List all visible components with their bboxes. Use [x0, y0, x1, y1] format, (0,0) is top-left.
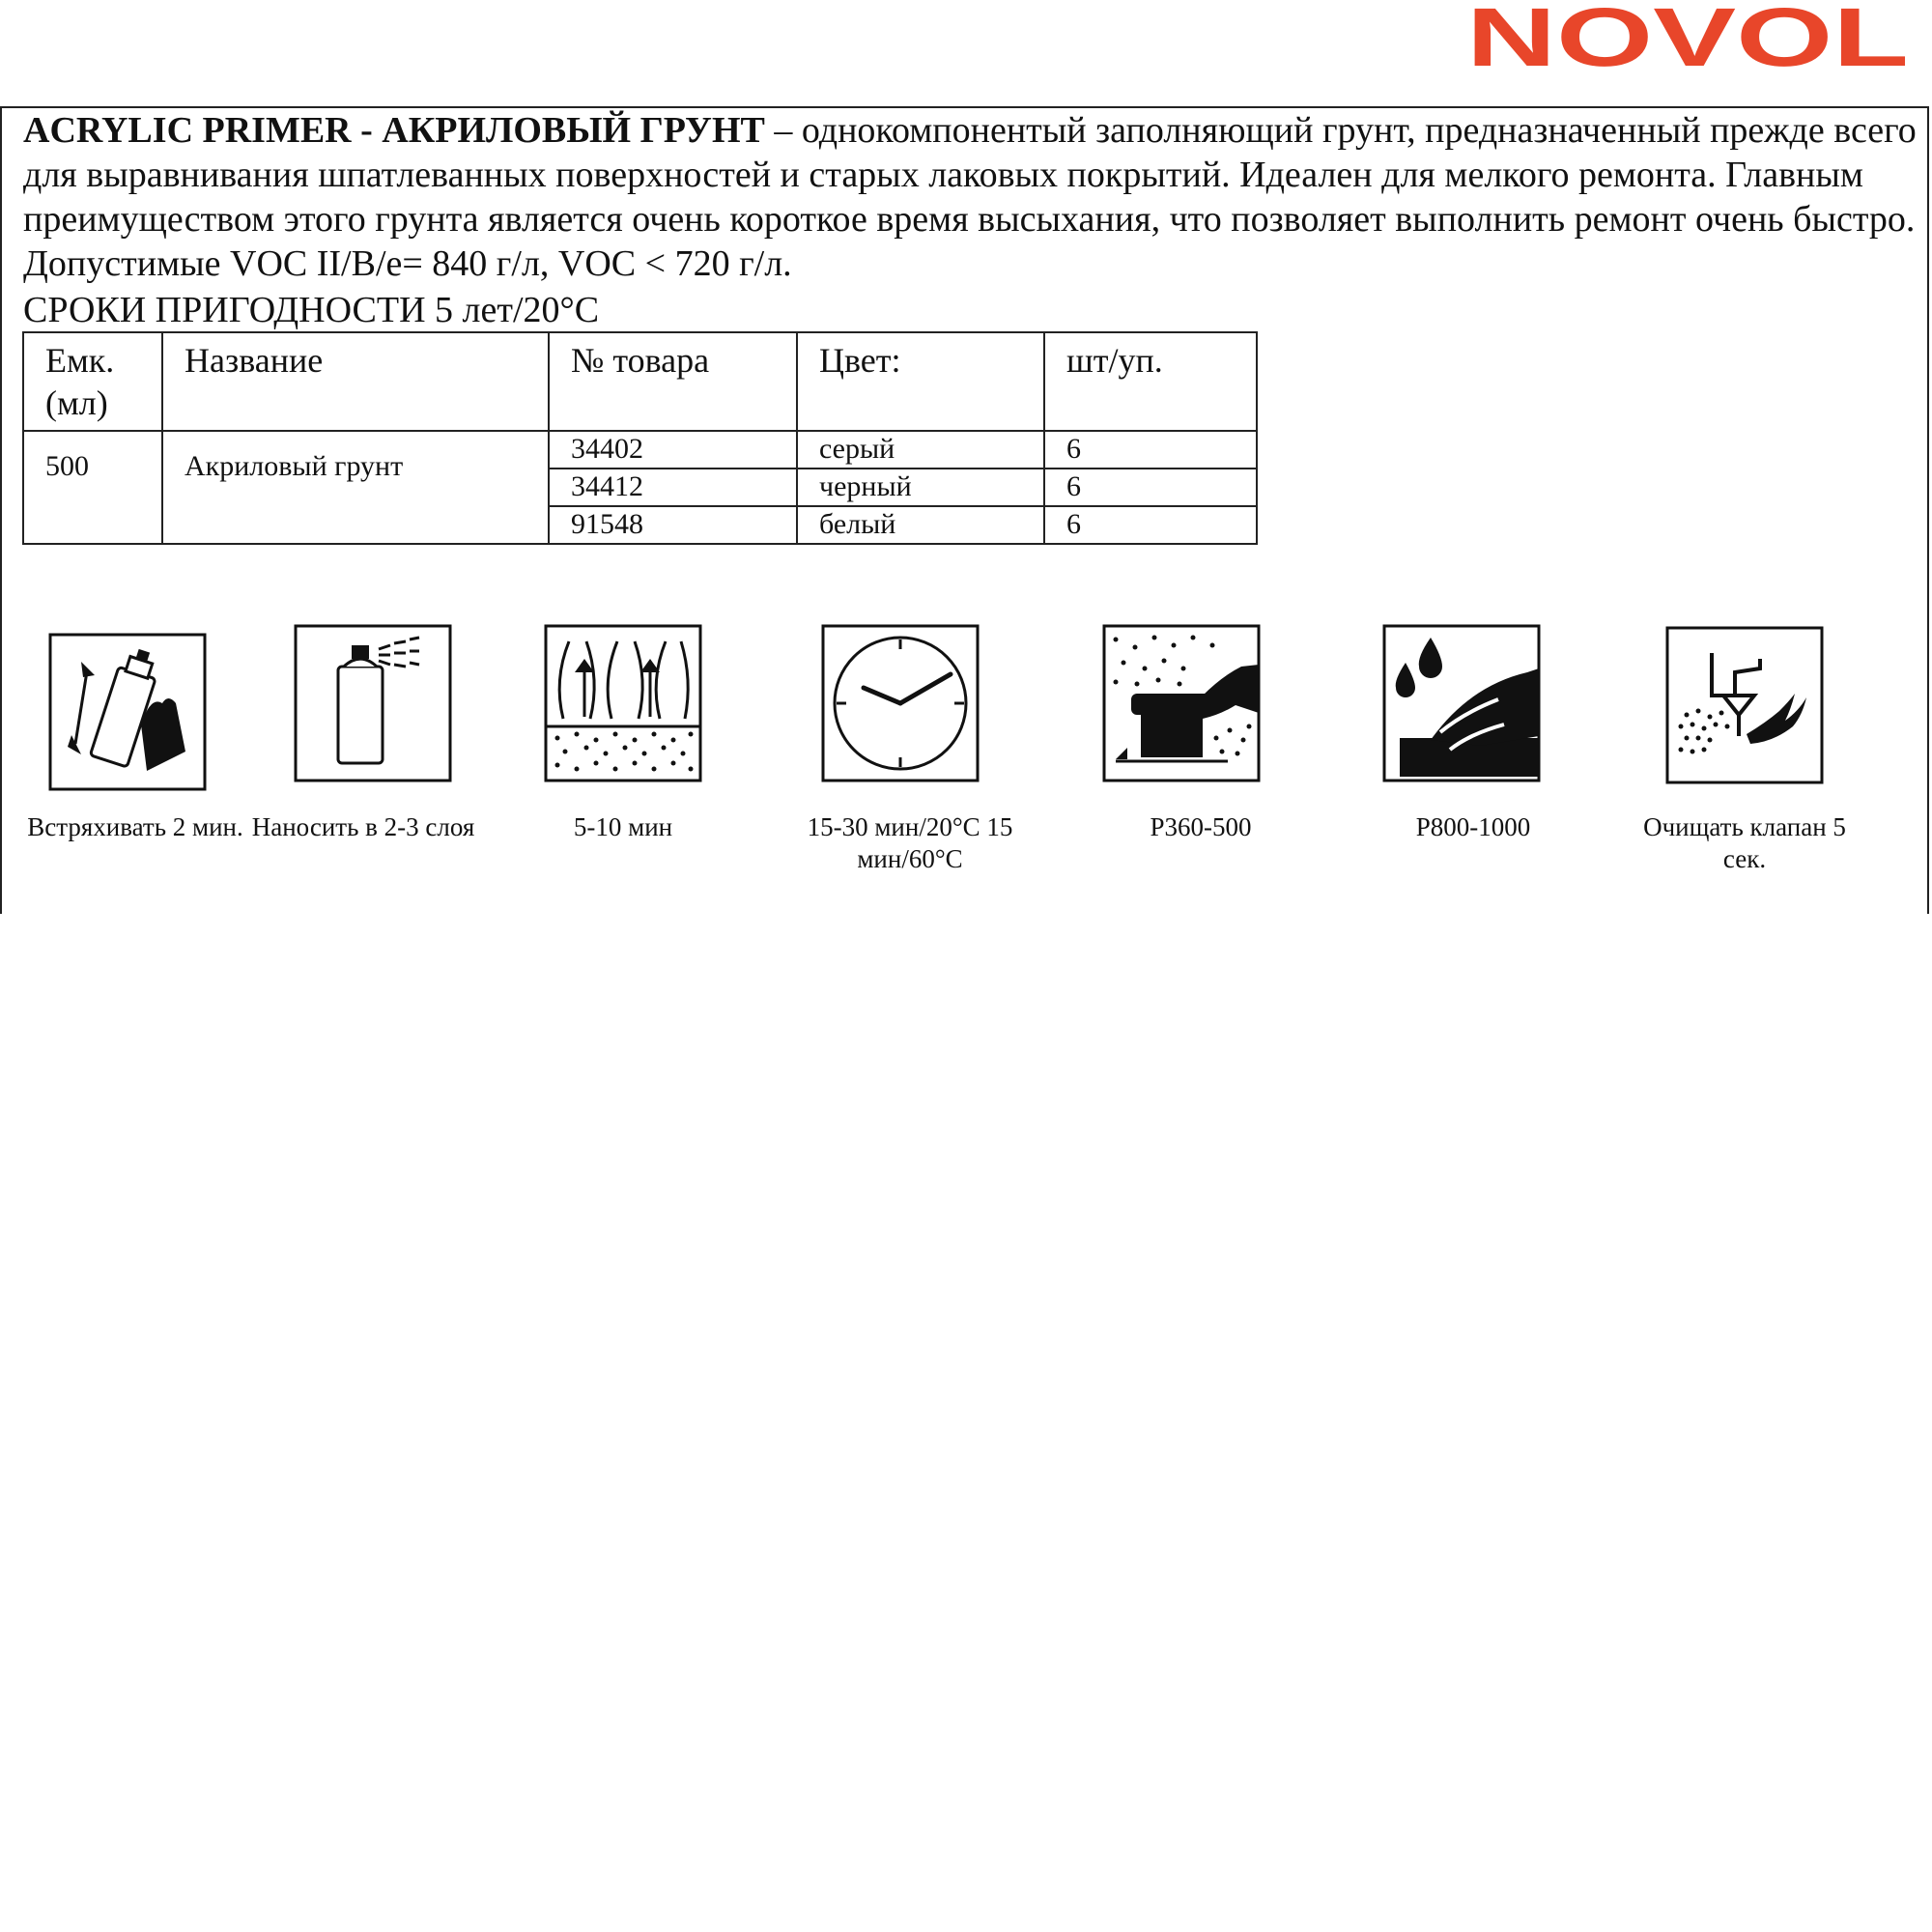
table-row	[23, 431, 1257, 469]
icon-caption: 5-10 мин	[573, 812, 673, 841]
wet-sanding-icon	[1382, 624, 1541, 782]
product-table	[22, 331, 1258, 545]
icon-caption: Встряхивать 2 мин.	[27, 812, 243, 841]
flash-off-icon	[544, 624, 702, 782]
icon-caption: P800-1000	[1415, 812, 1531, 841]
header-qty: шт/уп.	[1044, 332, 1257, 431]
icon-caption: Очищать клапан 5 сек.	[1643, 812, 1846, 873]
header-capacity: Емк. (мл)	[23, 332, 162, 431]
product-title: ACRYLIC PRIMER - АКРИЛОВЫЙ ГРУНТ	[23, 110, 765, 151]
brand-wordmark: NOVOL	[1466, 0, 1909, 77]
header-code: № товара	[549, 332, 797, 431]
cell-color: серый	[797, 431, 1044, 469]
cell-qty: 6	[1044, 431, 1257, 469]
icon-caption: 15-30 мин/20°С 15 мин/60°С	[807, 812, 1013, 873]
icon-caption: Наносить в 2-3 слоя	[251, 812, 475, 841]
clock-icon	[821, 624, 980, 782]
cell-color: белый	[797, 506, 1044, 544]
novol-logo-graphic	[1466, 0, 1911, 77]
cell-capacity: 500	[23, 431, 162, 544]
shake-can-icon	[48, 633, 207, 791]
header-color: Цвет:	[797, 332, 1044, 431]
product-description	[23, 108, 1917, 286]
cell-qty: 6	[1044, 506, 1257, 544]
spray-can-icon	[294, 624, 452, 782]
cell-qty: 6	[1044, 469, 1257, 506]
novol-logo	[1466, 0, 1911, 77]
dry-sanding-icon	[1102, 624, 1261, 782]
description-text: – однокомпонентый заполняющий грунт, предназначенный прежде всего для выравнивания шпатлеванных поверхностей и старых лаковых покрытий. Идеален для мелкого ремонта. Главным преимуществом этого грунта является очень короткое время высыхания, что позволяет выполнить ремонт очень быстро. Допустимые VOC II/B/e= 840 г/л, VOC < 720 г/л.	[23, 110, 1917, 284]
icon-caption: P360-500	[1150, 812, 1252, 841]
nozzle-clean-icon	[1665, 626, 1824, 784]
cell-code: 91548	[549, 506, 797, 544]
cell-code: 34412	[549, 469, 797, 506]
header-name: Название	[162, 332, 549, 431]
cell-color: черный	[797, 469, 1044, 506]
application-icons	[0, 618, 1932, 889]
cell-name: Акриловый грунт	[162, 431, 549, 544]
table-header-row	[23, 332, 1257, 431]
shelf-life: СРОКИ ПРИГОДНОСТИ 5 лет/20°С	[23, 290, 600, 330]
cell-code: 34402	[549, 431, 797, 469]
